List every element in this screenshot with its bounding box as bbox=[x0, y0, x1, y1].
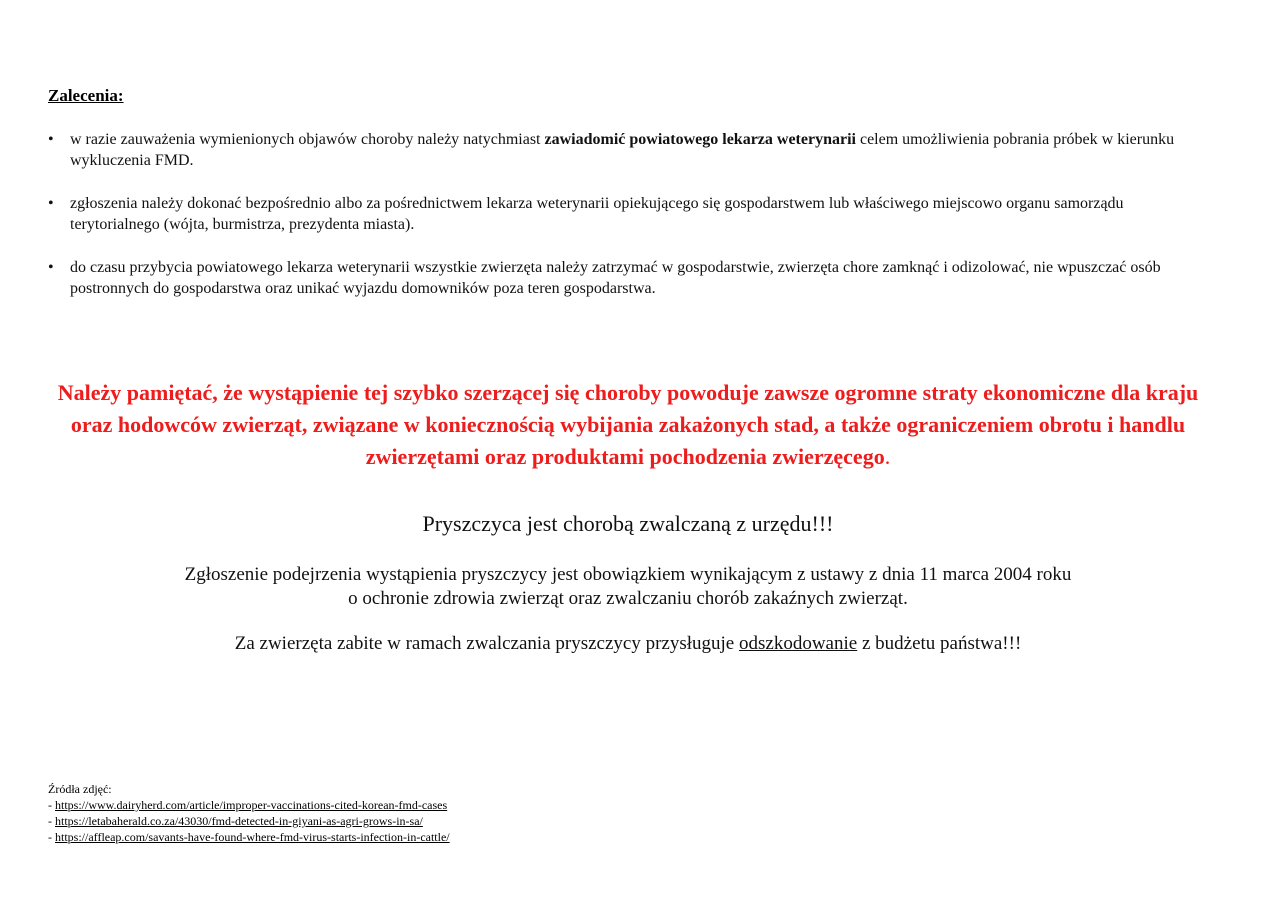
source-link-affleap[interactable]: https://affleap.com/savants-have-found-where-fmd-virus-starts-infection-in-cattle/ bbox=[55, 830, 450, 844]
recommendation-item bbox=[48, 193, 1208, 235]
warning-text: Należy pamiętać, że wystąpienie tej szybko szerzącej się choroby powoduje zawsze ogromne straty ekonomiczne dla kraju oraz hodowców zwierząt, związane w koniecznością wybijania zakażonych stad, a także ograniczeniem obrotu i handlu zwierzętami oraz produktami pochodzenia zwierzęcego bbox=[57, 380, 1199, 469]
recommendations-heading: Zalecenia: bbox=[48, 86, 124, 105]
official-disease-notice: Pryszczyca jest chorobą zwalczaną z urzędu!!! bbox=[422, 511, 834, 536]
source-dash: - bbox=[48, 830, 55, 844]
legal-obligation-line-2: o ochronie zdrowia zwierząt oraz zwalczaniu chorób zakaźnych zwierząt. bbox=[348, 588, 908, 609]
source-link-letabaherald[interactable]: https://letabaherald.co.za/43030/fmd-detected-in-giyani-as-agri-grows-in-sa/ bbox=[55, 814, 423, 828]
recommendation-item bbox=[48, 257, 1208, 299]
compensation-text-end: z budżetu państwa!!! bbox=[857, 633, 1022, 654]
warning-period: . bbox=[884, 444, 891, 469]
recommendation-text: w razie zauważenia wymienionych objawów choroby należy natychmiast bbox=[70, 131, 545, 148]
bullet-icon: • bbox=[48, 195, 54, 212]
recommendation-text: zgłoszenia należy dokonać bezpośrednio albo za pośrednictwem lekarza weterynarii opiekującego się gospodarstwem lub właściwego miejscowo organu samorządu terytorialnego (wójta, burmistrza, prezydenta miasta). bbox=[70, 195, 1124, 233]
recommendation-item bbox=[48, 129, 1208, 171]
compensation-text: Za zwierzęta zabite w ramach zwalczania pryszczycy przysługuje bbox=[234, 633, 739, 654]
legal-obligation-notice bbox=[40, 563, 1216, 611]
legal-obligation-line-1: Zgłoszenie podejrzenia wystąpienia pryszczycy jest obowiązkiem wynikającym z ustawy z dnia 11 marca 2004 roku bbox=[184, 564, 1072, 585]
source-line bbox=[48, 829, 450, 845]
source-line bbox=[48, 813, 450, 829]
recommendation-bold-text: zawiadomić powiatowego lekarza weterynarii bbox=[544, 131, 856, 148]
economic-loss-warning bbox=[40, 377, 1216, 473]
source-dash: - bbox=[48, 814, 55, 828]
bullet-icon: • bbox=[48, 259, 54, 276]
recommendation-text-end: celem umożliwienia pobrania próbek w kierunku wykluczenia FMD. bbox=[70, 131, 1175, 169]
recommendations-list bbox=[48, 129, 1208, 321]
source-link-dairyherd[interactable]: https://www.dairyherd.com/article/improper-vaccinations-cited-korean-fmd-cases bbox=[55, 798, 448, 812]
source-line bbox=[48, 797, 450, 813]
image-sources-label: Źródła zdjęć: bbox=[48, 782, 112, 796]
compensation-link[interactable]: odszkodowanie bbox=[739, 633, 858, 654]
recommendation-text: do czasu przybycia powiatowego lekarza weterynarii wszystkie zwierzęta należy zatrzymać w gospodarstwie, zwierzęta chore zamknąć i odizolować, nie wpuszczać osób postronnych do gospodarstwa oraz unikać wyjazdu domowników poza teren gospodarstwa. bbox=[70, 259, 1161, 297]
source-dash: - bbox=[48, 798, 55, 812]
compensation-notice bbox=[40, 632, 1216, 656]
image-sources bbox=[48, 781, 450, 845]
bullet-icon: • bbox=[48, 131, 54, 148]
